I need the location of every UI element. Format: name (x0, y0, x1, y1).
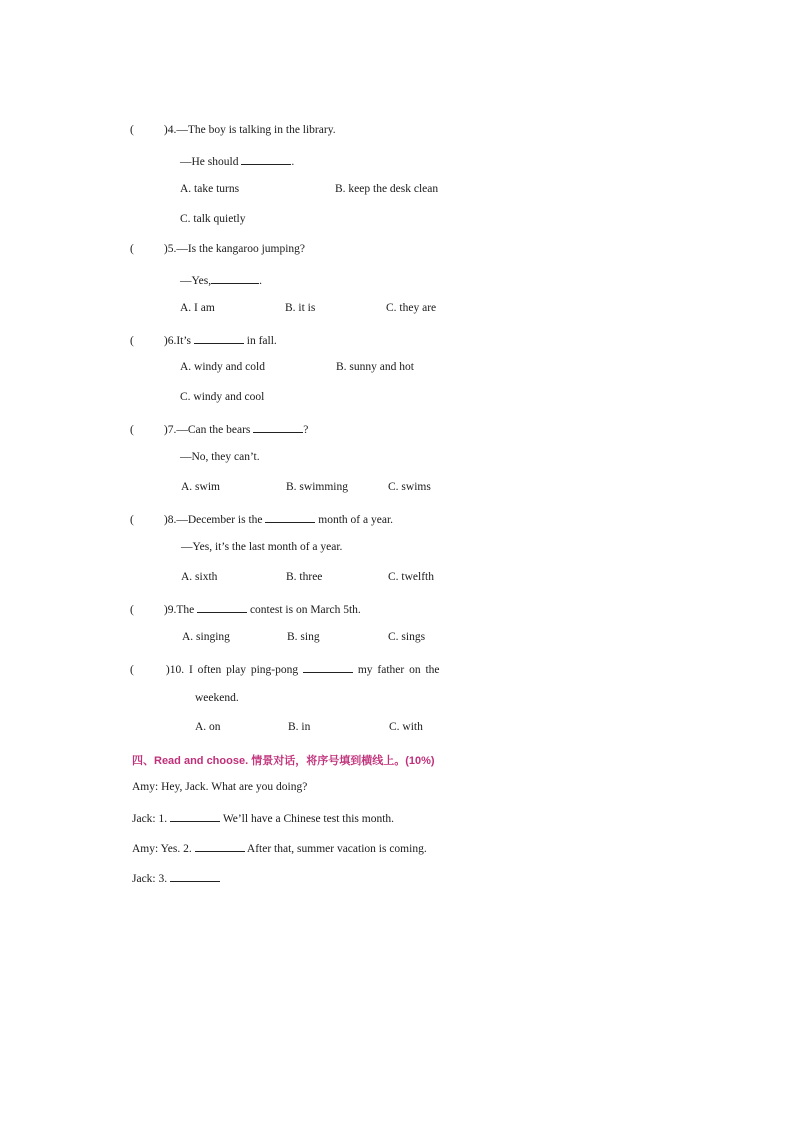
answer-blank[interactable] (197, 601, 247, 613)
question-6-stem (130, 332, 277, 347)
answer-paren-close: ) (163, 335, 168, 347)
option-c: C. windy and cool (180, 391, 265, 403)
option-a: A. swim (181, 481, 220, 493)
answer-paren-open: ( (130, 514, 134, 526)
option-b: B. sing (287, 631, 320, 643)
question-text: —Can the bears (176, 424, 251, 436)
option-a: A. windy and cold (180, 361, 265, 373)
question-number: 10. (169, 664, 185, 676)
option-b: B. it is (285, 302, 316, 314)
question-4-line2 (180, 153, 294, 168)
question-8-line2: —Yes, it’s the last month of a year. (181, 541, 343, 553)
answer-paren-close: ) (163, 604, 168, 616)
question-5-stem (130, 243, 305, 255)
question-9-stem (130, 601, 361, 616)
answer-paren-close: ) (163, 124, 168, 136)
dialogue-line: —Yes, (180, 275, 212, 287)
dialogue-line-3 (132, 840, 427, 855)
question-text: It’s (176, 335, 192, 347)
option-b: B. swimming (286, 481, 348, 493)
question-number: 6. (167, 335, 177, 347)
answer-paren-open: ( (130, 243, 134, 255)
answer-blank[interactable] (170, 810, 220, 822)
question-text: —Is the kangaroo jumping? (176, 243, 306, 255)
dialogue-line-1: Amy: Hey, Jack. What are you doing? (132, 781, 308, 793)
punctuation: . (259, 275, 262, 287)
option-b: B. in (288, 721, 311, 733)
option-c: C. sings (388, 631, 426, 643)
option-b: B. sunny and hot (336, 361, 414, 373)
question-text: in fall. (246, 335, 277, 347)
question-7-stem (130, 421, 308, 436)
dialogue-text: After that, summer vacation is coming. (246, 843, 427, 855)
answer-paren-open: ( (130, 664, 134, 676)
question-4-stem (130, 124, 336, 136)
option-a: A. take turns (180, 183, 240, 195)
answer-paren-open: ( (130, 335, 134, 347)
option-b: B. three (286, 571, 323, 583)
speaker-label: Jack: 3. (132, 873, 168, 885)
punctuation: ? (303, 424, 309, 436)
question-number: 4. (167, 124, 177, 136)
answer-blank[interactable] (241, 153, 291, 165)
answer-blank[interactable] (195, 840, 245, 852)
question-text: I often play ping-pong (188, 664, 299, 676)
option-c: C. with (389, 721, 423, 733)
option-a: A. singing (182, 631, 230, 643)
option-c: C. swims (388, 481, 431, 493)
question-7-line2: —No, they can’t. (180, 451, 260, 463)
question-text: The (176, 604, 195, 616)
question-8-stem (130, 511, 393, 526)
option-b: B. keep the desk clean (335, 183, 439, 195)
answer-paren-close: ) (165, 664, 170, 676)
answer-paren-open: ( (130, 424, 134, 436)
answer-blank[interactable] (170, 870, 220, 882)
option-c: C. twelfth (388, 571, 434, 583)
dialogue-line: —He should (180, 156, 239, 168)
answer-blank[interactable] (194, 332, 244, 344)
option-a: A. I am (180, 302, 215, 314)
question-number: 9. (167, 604, 177, 616)
speaker-label: Amy: Yes. 2. (132, 843, 192, 855)
answer-blank[interactable] (211, 272, 259, 284)
question-text: month of a year. (318, 514, 394, 526)
answer-paren-open: ( (130, 124, 134, 136)
option-c: C. they are (386, 302, 437, 314)
question-text: contest is on March 5th. (249, 604, 361, 616)
question-text: my father on the (357, 664, 440, 676)
option-a: A. sixth (181, 571, 218, 583)
dialogue-line-2 (132, 810, 394, 825)
punctuation: . (291, 156, 295, 168)
question-number: 8. (167, 514, 177, 526)
answer-blank[interactable] (253, 421, 303, 433)
dialogue-text: We’ll have a Chinese test this month. (222, 813, 395, 825)
answer-blank[interactable] (265, 511, 315, 523)
question-5-line2 (180, 272, 262, 287)
section-heading: 四、Read and choose. 情景对话，将序号填到横线上。(10%) (132, 755, 435, 767)
answer-blank[interactable] (303, 661, 353, 673)
option-a: A. on (195, 721, 221, 733)
option-c: C. talk quietly (180, 213, 246, 225)
dialogue-line-4 (132, 870, 220, 885)
speaker-label: Jack: 1. (132, 813, 168, 825)
question-number: 7. (167, 424, 177, 436)
question-text: —The boy is talking in the library. (176, 124, 336, 136)
answer-paren-close: ) (163, 243, 168, 255)
answer-paren-close: ) (163, 514, 168, 526)
answer-paren-close: ) (163, 424, 168, 436)
question-10-line2: weekend. (195, 692, 239, 704)
question-number: 5. (167, 243, 177, 255)
answer-paren-open: ( (130, 604, 134, 616)
question-text: —December is the (176, 514, 263, 526)
question-10-stem (130, 661, 440, 676)
